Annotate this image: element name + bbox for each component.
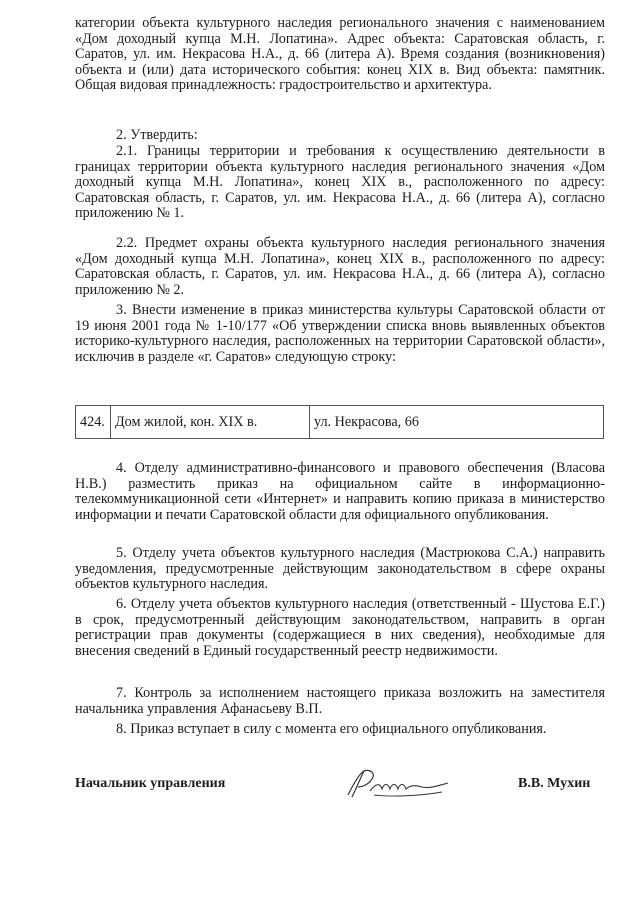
- paragraph-object-category: категории объекта культурного наследия регионального значения с наименованием «Дом доходный купца М.Н. Лопатина». Адрес объекта: Саратовская область, г. Саратов, ул. им. Некрасова Н.А., д. 66 (литера А). Время создания (возникновения) объекта и (или) дата исторического события: конец XIX в. Вид объекта: памятник. Общая видовая принадлежность: градостроительство и архитектура.: [75, 15, 605, 94]
- paragraph-item-4: 4. Отделу административно-финансового и правового обеспечения (Власова Н.В.) разместить приказ на официальном сайте в информационно-телекоммуникационной сети «Интернет» и направить копию приказа в министерство информации и печати Саратовской области для официального опубликования.: [75, 460, 605, 523]
- paragraph-item-7: 7. Контроль за исполнением настоящего приказа возложить на заместителя начальника управления Афанасьеву В.П.: [75, 685, 605, 717]
- paragraph-item-5: 5. Отделу учета объектов культурного наследия (Мастрюкова С.А.) направить уведомления, предусмотренные действующим законодательством в сфере охраны объектов культурного наследия.: [75, 545, 605, 593]
- excluded-row-table: [75, 405, 604, 439]
- paragraph-item-2-1: 2.1. Границы территории и требования к осуществлению деятельности в границах территории объекта культурного наследия регионального значения «Дом доходный купца М.Н. Лопатина», конец XIX в., расположенного по адресу: Саратовская область, г. Саратов, ул. им. Некрасова Н.А., д. 66 (литера А), согласно приложению № 1.: [75, 143, 605, 222]
- table-row: [76, 406, 604, 439]
- paragraph-item-2-2: 2.2. Предмет охраны объекта культурного наследия регионального значения «Дом доходный купца М.Н. Лопатина», конец XIX в., расположенного по адресу: Саратовская область, г. Саратов, ул. им. Некрасова Н.А., д. 66 (литера А), согласно приложению № 2.: [75, 235, 605, 298]
- paragraph-item-2: 2. Утвердить:: [116, 127, 198, 143]
- signatory-title: Начальник управления: [75, 776, 226, 791]
- table-cell-number: 424.: [76, 406, 111, 439]
- paragraph-item-8: 8. Приказ вступает в силу с момента его официального опубликования.: [116, 721, 547, 737]
- table-cell-address: ул. Некрасова, 66: [310, 406, 604, 439]
- paragraph-item-6: 6. Отделу учета объектов культурного наследия (ответственный - Шустова Е.Г.) в срок, предусмотренный действующим законодательством, направить в орган регистрации прав документы (содержащиеся в них сведения), необходимые для внесения сведений в Единый государственный реестр недвижимости.: [75, 596, 605, 659]
- signatory-name: В.В. Мухин: [518, 776, 591, 791]
- paragraph-item-3: 3. Внести изменение в приказ министерства культуры Саратовской области от 19 июня 2001 года № 1-10/177 «Об утверждении списка вновь выявленных объектов историко-культурного наследия, расположенных на территории Саратовской области», исключив в разделе «г. Саратов» следующую строку:: [75, 302, 605, 365]
- handwritten-signature: [330, 765, 470, 805]
- table-cell-object: Дом жилой, кон. XIX в.: [111, 406, 310, 439]
